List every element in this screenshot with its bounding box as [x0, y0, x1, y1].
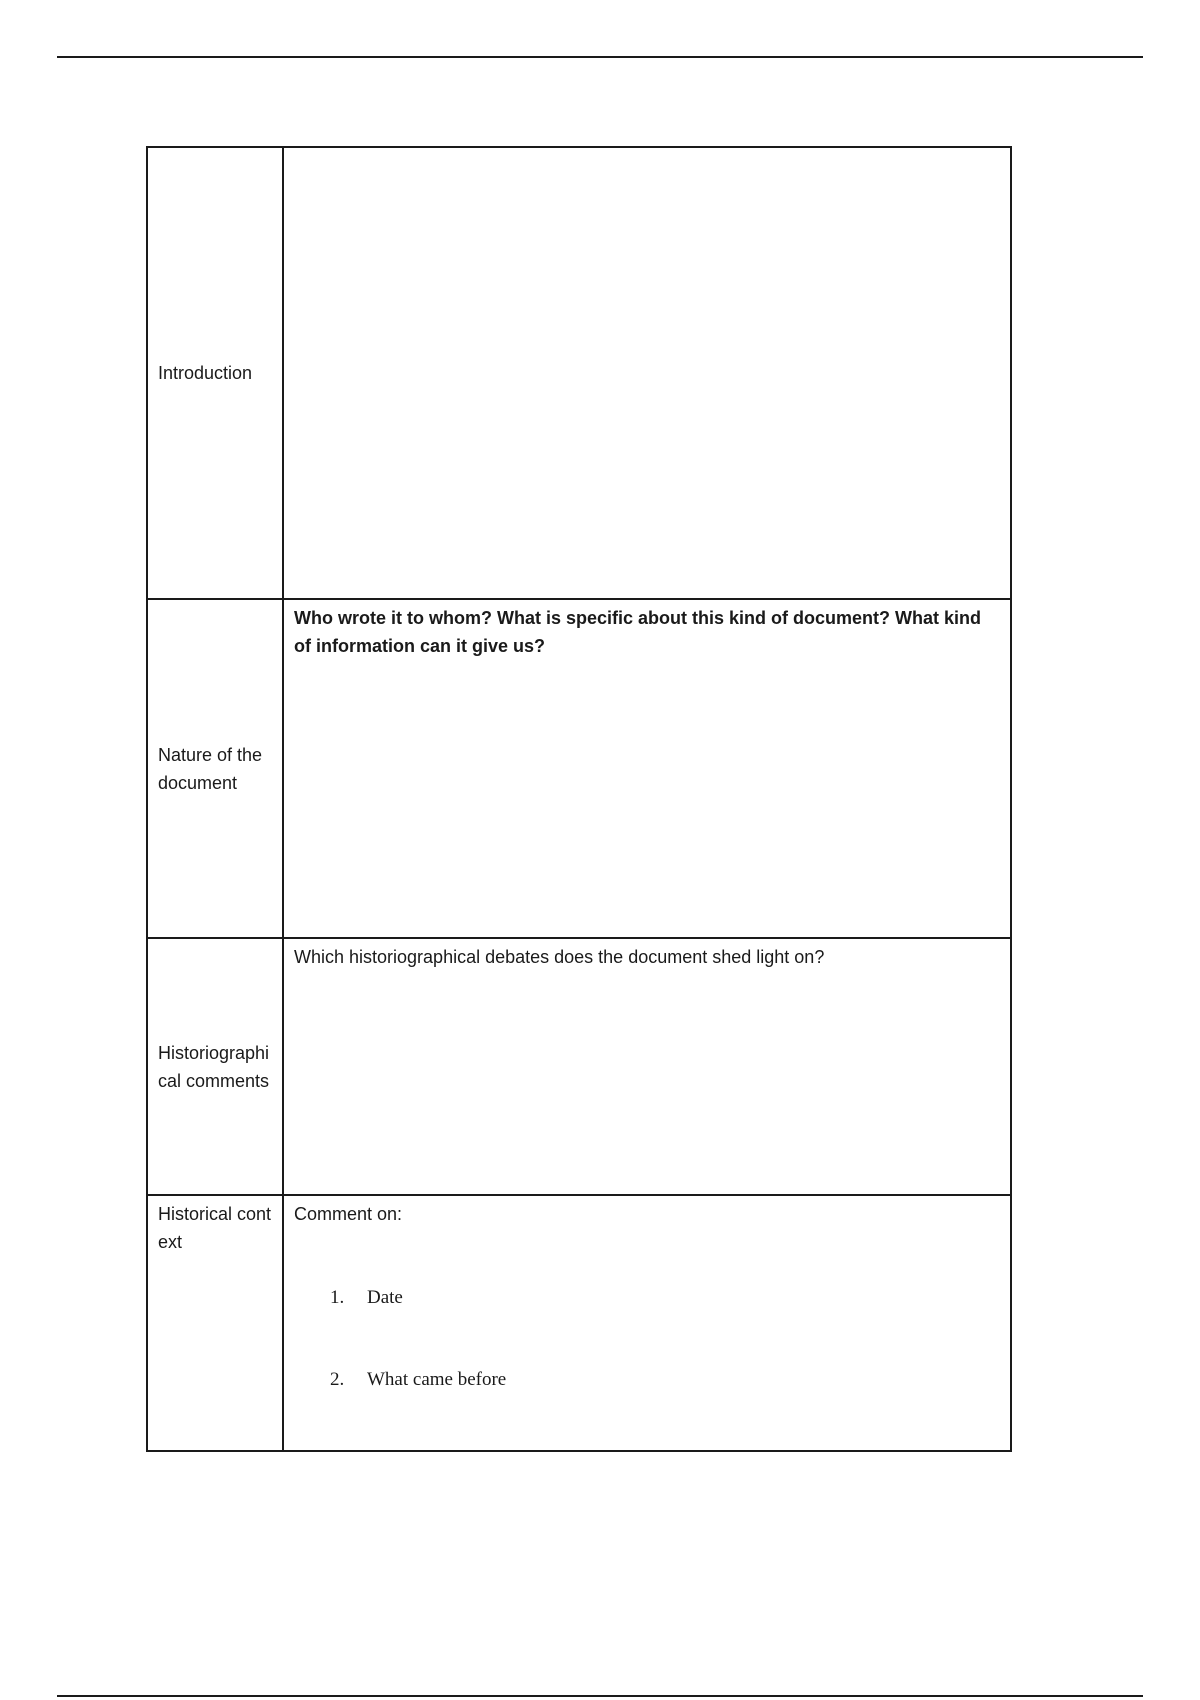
context-list: [294, 1284, 1000, 1394]
historical-context-prompt: Comment on:: [294, 1204, 403, 1224]
list-item-text: What came before: [367, 1369, 507, 1390]
introduction-content-cell[interactable]: [283, 147, 1011, 599]
list-item-text: Date: [367, 1287, 403, 1308]
nature-prompt: Who wrote it to whom? What is specific about this kind of document? What kind of information can it give us?: [294, 608, 981, 656]
list-item-number: 1.: [330, 1287, 345, 1308]
list-item-number: 2.: [330, 1369, 345, 1390]
row-label-historiographical-comments: Historiographical comments: [147, 938, 283, 1195]
document-analysis-table: [146, 146, 1012, 1452]
nature-content-cell[interactable]: [283, 599, 1011, 938]
historiographical-prompt: Which historiographical debates does the document shed light on?: [294, 947, 825, 967]
row-label-nature-of-document: Nature of the document: [147, 599, 283, 938]
row-label-introduction: Introduction: [147, 147, 283, 599]
table-row-nature-of-document: [147, 599, 1011, 938]
table-row-historiographical-comments: [147, 938, 1011, 1195]
footer-rule: [57, 1695, 1143, 1697]
row-label-historical-context: Historical context: [147, 1195, 283, 1451]
table-row-historical-context: [147, 1195, 1011, 1451]
historiographical-content-cell[interactable]: [283, 938, 1011, 1195]
list-item: [330, 1284, 1000, 1312]
table-row-introduction: [147, 147, 1011, 599]
header-rule: [57, 56, 1143, 58]
list-item: [330, 1366, 1000, 1394]
historical-context-content-cell[interactable]: [283, 1195, 1011, 1451]
